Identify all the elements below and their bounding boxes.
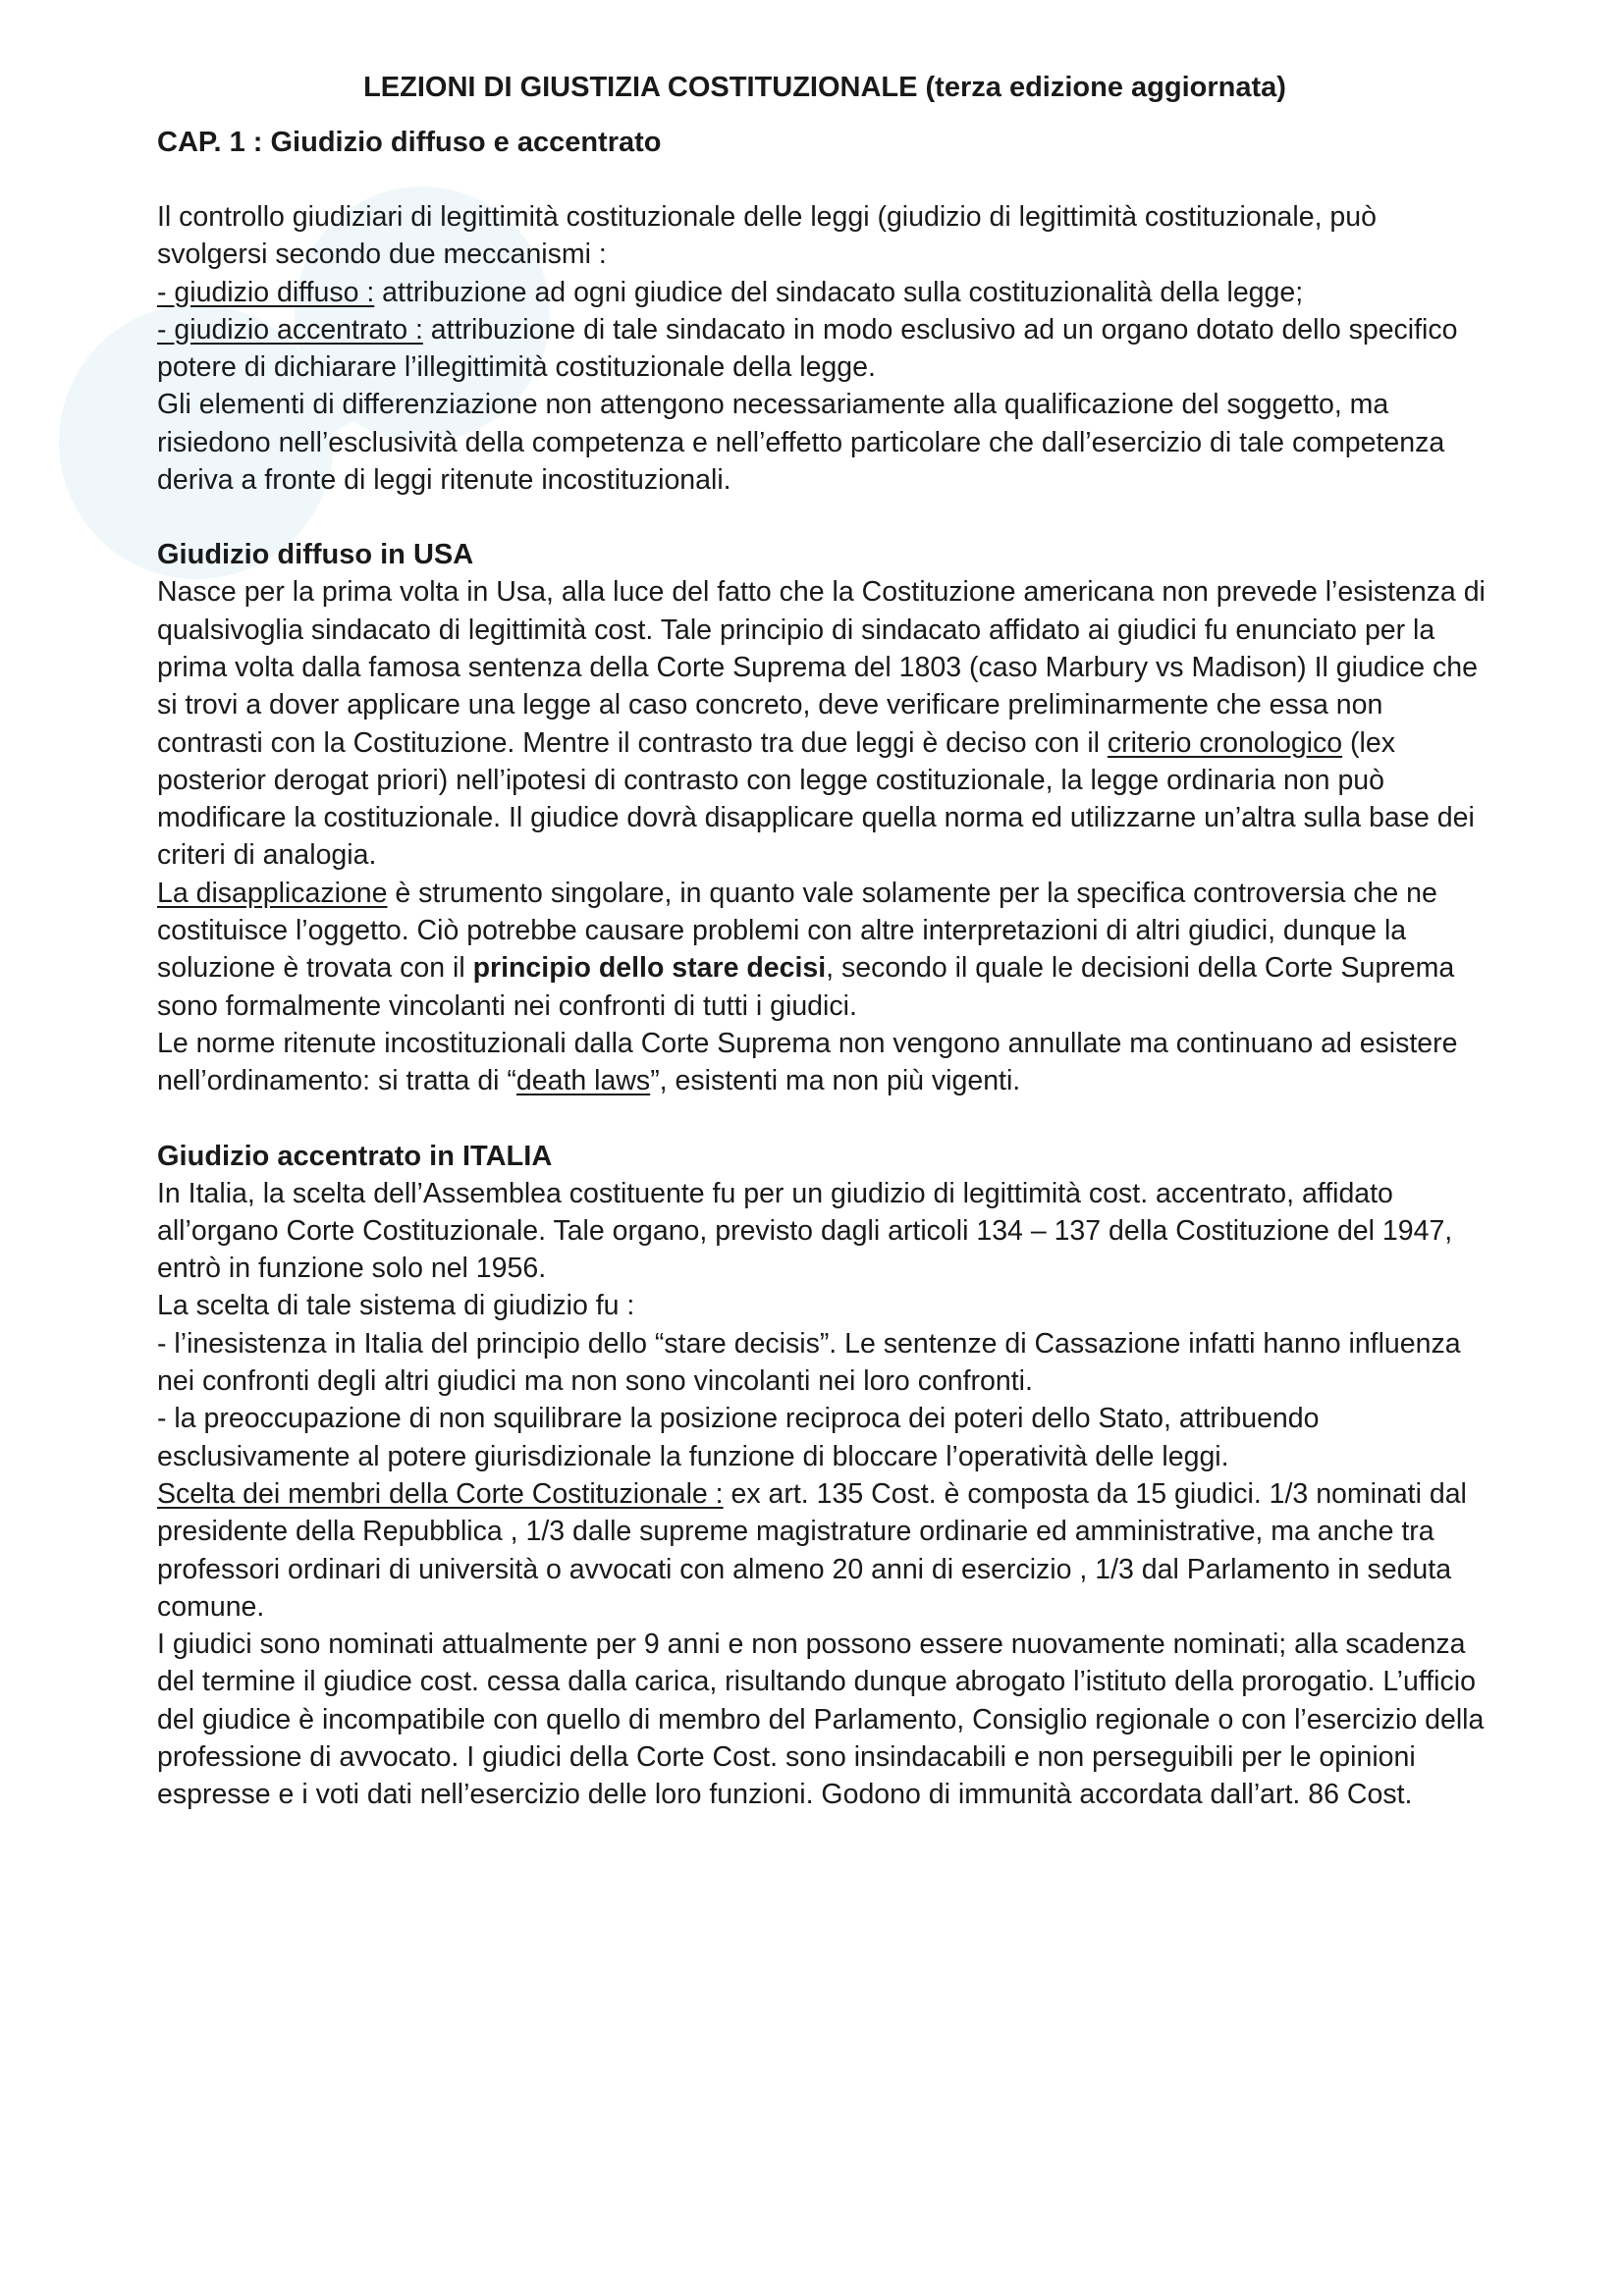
italia-paragraph-membri bbox=[157, 1475, 1492, 1626]
chapter-heading: CAP. 1 : Giudizio diffuso e accentrato bbox=[157, 127, 662, 158]
usa-p3-text: Le norme ritenute incostituzionali dalla Corte Suprema non vengono annullate ma continuano ad esistere nell’ordinamento: si tratta di “ bbox=[157, 1027, 1458, 1097]
italia-reason-1: - l’inesistenza in Italia del principio dello “stare decisis”. Le sentenze di Cassazione infatti hanno influenza nei confronti degli altri giudici ma non sono vincolanti nei loro confronti. bbox=[157, 1327, 1461, 1398]
scelta-membri-label: Scelta dei membri della Corte Costituzionale : bbox=[157, 1477, 724, 1510]
usa-paragraph-2 bbox=[157, 875, 1492, 1025]
italia-reason-2: - la preoccupazione di non squilibrare la posizione reciproca dei poteri dello Stato, attribuendo esclusivamente al potere giurisdizionale la funzione di bloccare l’operatività delle leggi. bbox=[157, 1403, 1320, 1472]
italia-paragraph-2: La scelta di tale sistema di giudizio fu : bbox=[157, 1290, 635, 1322]
giudizio-accentrato-item bbox=[157, 311, 1492, 387]
section-gap bbox=[157, 499, 1492, 536]
scelta-membri-text: ex art. 135 Cost. è composta da 15 giudici. 1/3 nominati dal presidente della Repubblica , 1/3 dalle supreme magistrature ordinarie ed amministrative, ma anche tra professori ordinari di università o avvocati con almeno 20 anni di esercizio , 1/3 dal Parlamento in seduta comune. bbox=[157, 1477, 1467, 1623]
differentiation-paragraph: Gli elementi di differenziazione non attengono necessariamente alla qualificazione del soggetto, ma risiedono nell’esclusività della competenza e nell’effetto particolare che dall’esercizio di tale competenza deriva a fronte di leggi ritenute incostituzionali. bbox=[157, 389, 1445, 497]
stare-decisi-term: principio dello stare decisi bbox=[472, 952, 827, 985]
giudizio-diffuso-text: attribuzione ad ogni giudice del sindacato sulla costituzionalità della legge; bbox=[374, 276, 1304, 308]
document-body bbox=[157, 69, 1492, 1814]
section-gap bbox=[157, 1100, 1492, 1138]
usa-p2-text-end: , secondo il quale le decisioni della Corte Suprema sono formalmente vincolanti nei confronti di tutti i giudici. bbox=[157, 952, 1455, 1022]
italia-paragraph-giudici: I giudici sono nominati attualmente per 9 anni e non possono essere nuovamente nominati; alla scadenza del termine il giudice cost. cessa dalla carica, risultando dunque abrogato l’istituto della prorogatio. L’ufficio del giudice è incompatibile con quello di membro del Parlamento, Consiglio regionale o con l’esercizio della professione di avvocato. I giudici della Corte Cost. sono insindacabili e non perseguibili per le opinioni espresse e i voti dati nell’esercizio delle loro funzioni. Godono di immunità accordata dall’art. 86 Cost. bbox=[157, 1629, 1485, 1811]
giudizio-accentrato-label: - giudizio accentrato : bbox=[157, 313, 423, 346]
usa-p1-text-end: (lex posterior derogat priori) nell’ipotesi di contrasto con legge costituzionale, la legge ordinaria non può modificare la costituzionale. Il giudice dovrà disapplicare quella norma ed utilizzarne un’altra sulla base dei criteri di analogia. bbox=[157, 726, 1475, 872]
document-title: LEZIONI DI GIUSTIZIA COSTITUZIONALE (terza edizione aggiornata) bbox=[363, 72, 1286, 103]
death-laws-term: death laws bbox=[515, 1065, 651, 1097]
usa-paragraph-3 bbox=[157, 1025, 1492, 1100]
giudizio-diffuso-label: - giudizio diffuso : bbox=[157, 276, 375, 308]
usa-p2-text: è strumento singolare, in quanto vale solamente per la specifica controversia che ne costituisce l’oggetto. Ciò potrebbe causare problemi con altre interpretazioni di altri giudici, dunque la soluzione è trovata con il bbox=[157, 877, 1437, 985]
usa-paragraph-1 bbox=[157, 573, 1492, 874]
giudizio-diffuso-item bbox=[157, 274, 1492, 311]
criterio-cronologico-term: criterio cronologico bbox=[1107, 726, 1343, 759]
section-heading-italia: Giudizio accentrato in ITALIA bbox=[157, 1140, 553, 1172]
usa-p1-text: Nasce per la prima volta in Usa, alla luce del fatto che la Costituzione americana non prevede l’esistenza di qualsivoglia sindacato di legittimità cost. Tale principio di sindacato affidato ai giudici fu enunciato per la prima volta dalla famosa sentenza della Corte Suprema del 1803 (caso Marbury vs Madison) Il giudice che si trovi a dover applicare una legge al caso concreto, deve verificare preliminarmente che essa non contrasti con la Costituzione. Mentre il contrasto tra due leggi è deciso con il bbox=[157, 576, 1486, 759]
section-heading-usa: Giudizio diffuso in USA bbox=[157, 539, 474, 571]
disapplicazione-term: La disapplicazione bbox=[157, 877, 388, 909]
italia-paragraph-1: In Italia, la scelta dell’Assemblea costituente fu per un giudizio di legittimità cost. accentrato, affidato all’organo Corte Costituzionale. Tale organo, previsto dagli articoli 134 – 137 della Costituzione del 1947, entrò in funzione solo nel 1956. bbox=[157, 1177, 1453, 1285]
usa-p3-text-end: ”, esistenti ma non più vigenti. bbox=[650, 1065, 1021, 1097]
intro-paragraph: Il controllo giudiziari di legittimità costituzionale delle leggi (giudizio di legittimità costituzionale, può svolgersi secondo due meccanismi : bbox=[157, 201, 1377, 271]
giudizio-accentrato-text: attribuzione di tale sindacato in modo esclusivo ad un organo dotato dello specifico potere di dichiarare l’illegittimità costituzionale della legge. bbox=[157, 313, 1458, 384]
